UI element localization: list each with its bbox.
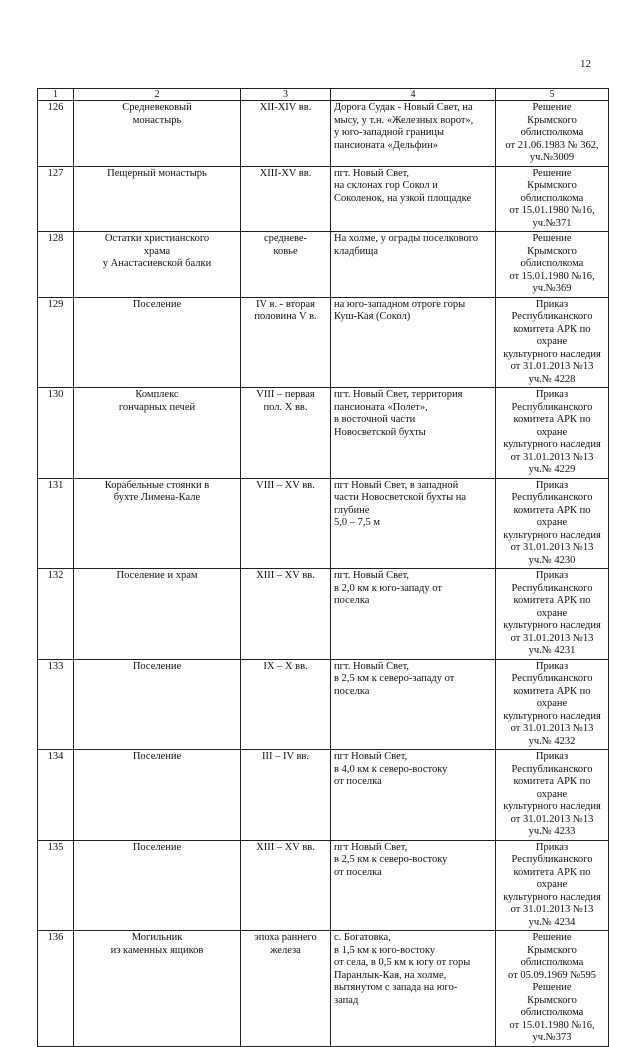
row-number: 131 bbox=[38, 478, 74, 569]
protection-document: Решение Крымского облисполкома от 05.09.1969 №595 Решение Крымского облисполкома от 15.01.1980 №16, уч.№373 bbox=[496, 931, 609, 1047]
protection-document: Приказ Республиканского комитета АРК по охране культурного наследия от 31.01.2013 №13 уч.№ 4229 bbox=[496, 388, 609, 479]
row-number: 130 bbox=[38, 388, 74, 479]
protection-document: Приказ Республиканского комитета АРК по охране культурного наследия от 31.01.2013 №13 уч.№ 4233 bbox=[496, 750, 609, 841]
monument-name: Поселение и храм bbox=[74, 569, 241, 660]
monument-date: VIII – первая пол. X вв. bbox=[241, 388, 331, 479]
row-number: 132 bbox=[38, 569, 74, 660]
column-numbers-row bbox=[38, 89, 609, 101]
protection-document: Приказ Республиканского комитета АРК по охране культурного наследия от 31.01.2013 №13 уч.№ 4232 bbox=[496, 659, 609, 750]
column-number: 4 bbox=[331, 89, 496, 101]
row-number: 133 bbox=[38, 659, 74, 750]
row-number: 126 bbox=[38, 101, 74, 167]
monument-date: IV в. - вторая половина V в. bbox=[241, 297, 331, 388]
protection-document: Решение Крымского облисполкома от 15.01.1980 №16, уч.№369 bbox=[496, 232, 609, 298]
monument-location: пгт. Новый Свет, на склонах гор Сокол и Соколенок, на узкой площадке bbox=[331, 166, 496, 232]
monument-date: XII-XIV вв. bbox=[241, 101, 331, 167]
monument-date: эпоха раннего железа bbox=[241, 931, 331, 1047]
column-number: 2 bbox=[74, 89, 241, 101]
table-row bbox=[38, 166, 609, 232]
monument-location: На холме, у ограды поселкового кладбища bbox=[331, 232, 496, 298]
monument-date: III – IV вв. bbox=[241, 750, 331, 841]
row-number: 135 bbox=[38, 840, 74, 931]
page-number: 12 bbox=[580, 58, 591, 70]
table-row bbox=[38, 931, 609, 1047]
row-number: 127 bbox=[38, 166, 74, 232]
monuments-table bbox=[37, 88, 609, 1047]
row-number: 136 bbox=[38, 931, 74, 1047]
monument-date: XIII – XV вв. bbox=[241, 840, 331, 931]
table-row bbox=[38, 659, 609, 750]
row-number: 134 bbox=[38, 750, 74, 841]
monument-name: Комплекс гончарных печей bbox=[74, 388, 241, 479]
table-row bbox=[38, 840, 609, 931]
monument-date: XIII – XV вв. bbox=[241, 569, 331, 660]
monument-location: пгт Новый Свет, в 2,5 км к северо-востоку от поселка bbox=[331, 840, 496, 931]
monument-location: пгт Новый Свет, в западной части Новосветской бухты на глубине 5,0 – 7,5 м bbox=[331, 478, 496, 569]
monument-name: Поселение bbox=[74, 297, 241, 388]
column-number: 3 bbox=[241, 89, 331, 101]
monument-date: VIII – XV вв. bbox=[241, 478, 331, 569]
row-number: 128 bbox=[38, 232, 74, 298]
monument-location: пгт. Новый Свет, в 2,5 км к северо-западу от поселка bbox=[331, 659, 496, 750]
monument-name: Пещерный монастырь bbox=[74, 166, 241, 232]
protection-document: Приказ Республиканского комитета АРК по охране культурного наследия от 31.01.2013 №13 уч.№ 4234 bbox=[496, 840, 609, 931]
monument-location: пгт. Новый Свет, в 2,0 км к юго-западу от поселка bbox=[331, 569, 496, 660]
protection-document: Приказ Республиканского комитета АРК по охране культурного наследия от 31.01.2013 №13 уч.№ 4230 bbox=[496, 478, 609, 569]
monument-date: IX – X вв. bbox=[241, 659, 331, 750]
monument-location: пгт. Новый Свет, территория пансионата «Полет», в восточной части Новосветской бухты bbox=[331, 388, 496, 479]
protection-document: Приказ Республиканского комитета АРК по охране культурного наследия от 31.01.2013 №13 уч.№ 4231 bbox=[496, 569, 609, 660]
table-row bbox=[38, 569, 609, 660]
protection-document: Решение Крымского облисполкома от 21.06.1983 № 362, уч.№3009 bbox=[496, 101, 609, 167]
column-number: 1 bbox=[38, 89, 74, 101]
monument-location: с. Богатовка, в 1,5 км к юго-востоку от села, в 0,5 км к югу от горы Паранлык-Кая, на холме, вытянутом с запада на юго- запад bbox=[331, 931, 496, 1047]
column-number: 5 bbox=[496, 89, 609, 101]
monument-date: XIII-XV вв. bbox=[241, 166, 331, 232]
monument-location: Дорога Судак - Новый Свет, на мысу, у т.н. «Железных ворот», у юго-западной границы пансионата «Дельфин» bbox=[331, 101, 496, 167]
table-row bbox=[38, 478, 609, 569]
monument-date: средневе- ковье bbox=[241, 232, 331, 298]
monument-location: пгт Новый Свет, в 4,0 км к северо-востоку от поселка bbox=[331, 750, 496, 841]
monument-location: на юго-западном отроге горы Куш-Кая (Сокол) bbox=[331, 297, 496, 388]
monument-name: Могильник из каменных ящиков bbox=[74, 931, 241, 1047]
table-row bbox=[38, 101, 609, 167]
table-row bbox=[38, 750, 609, 841]
protection-document: Решение Крымского облисполкома от 15.01.1980 №16, уч.№371 bbox=[496, 166, 609, 232]
monument-name: Средневековый монастырь bbox=[74, 101, 241, 167]
table-row bbox=[38, 297, 609, 388]
table-row bbox=[38, 232, 609, 298]
monument-name: Поселение bbox=[74, 840, 241, 931]
monument-name: Корабельные стоянки в бухте Лимена-Кале bbox=[74, 478, 241, 569]
monument-name: Поселение bbox=[74, 750, 241, 841]
row-number: 129 bbox=[38, 297, 74, 388]
protection-document: Приказ Республиканского комитета АРК по охране культурного наследия от 31.01.2013 №13 уч.№ 4228 bbox=[496, 297, 609, 388]
monument-name: Поселение bbox=[74, 659, 241, 750]
monument-name: Остатки христианского храма у Анастасиевской балки bbox=[74, 232, 241, 298]
table-row bbox=[38, 388, 609, 479]
